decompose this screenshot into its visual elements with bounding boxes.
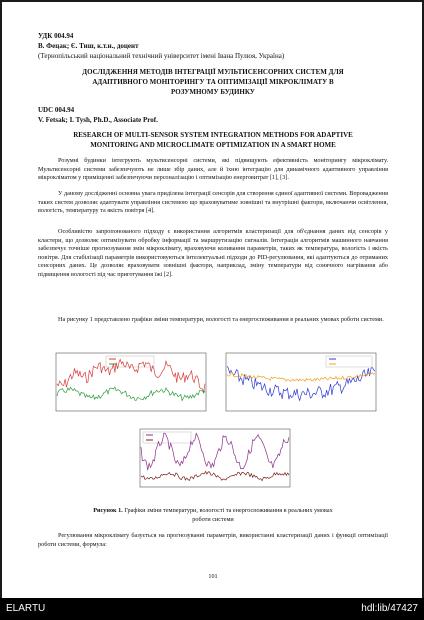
- en-title-line-1: RESEARCH OF MULTI-SENSOR SYSTEM INTEGRATION METHODS FOR ADAPTIVE: [73, 131, 353, 139]
- ua-title-line-2: АДАПТИВНОГО МОНІТОРИНГУ ТА ОПТИМІЗАЦІЇ МІКРОКЛІМАТУ В: [92, 78, 334, 86]
- figure-caption-line-2: роботи системи: [192, 516, 234, 523]
- paper-page: [2, 2, 422, 598]
- ua-title-line-3: РОЗУМНОМУ БУДИНКУ: [171, 88, 255, 96]
- paragraph-1: Розумні будинки інтегрують мультисенсорні системи, які підвищують ефективність моніторингу мікроклімату. Мультисенсорні системи забезпечують не лише збір даних, але й їхню інтеграцію для динамічного адаптивного управління мікрокліматом у приміщенні забезпечуючи персоналізацію і оптимізацію енерговитрат [1], [3].: [38, 157, 388, 182]
- footer-repository: ELARTU: [6, 603, 46, 614]
- chart-temperature: [46, 350, 211, 422]
- archive-footer: [0, 598, 424, 620]
- ua-affiliation: (Тернопільський національний технічний університет імені Івана Пулюя, Україна): [38, 52, 285, 60]
- en-authors: V. Fetsak; I. Tysh, Ph.D., Associate Prof.: [38, 116, 158, 124]
- footer-handle: hdl:lib/47427: [361, 603, 418, 614]
- page-number: 101: [208, 573, 218, 580]
- chart-legend-box: [326, 356, 372, 367]
- ua-title-line-1: ДОСЛІДЖЕННЯ МЕТОДІВ ІНТЕГРАЦІЇ МУЛЬТИСЕНСОРНИХ СИСТЕМ ДЛЯ: [82, 68, 344, 76]
- chart-humidity: [216, 350, 381, 422]
- paragraph-2: У даному дослідженні основна увага приділена інтеграції сенсорів для створення єдиної адаптивної системи. Впровадження таких систем дозволяє адаптувати управління системою що враховуватиме зовнішні та внутрішні фактори, включаючи освітлення, вологість, температуру та якість повітря [4].: [38, 190, 388, 215]
- en-udc: UDC 004.94: [38, 106, 75, 114]
- chart-energy: [130, 426, 295, 498]
- figure-caption-text: Графіки зміни температури, вологості та енергоспоживання в реальних умовах: [124, 507, 333, 514]
- closing-paragraph: Регулювання мікроклімату базується на прогнозуванні параметрів, використанні кластеризації даних і функції оптимізації роботи системи, формула:: [38, 532, 388, 548]
- ua-udc: УДК 004.94: [38, 32, 74, 40]
- figure-caption: [38, 507, 388, 515]
- ua-authors: В. Фецак; Є. Тиш, к.т.н., доцент: [38, 42, 139, 50]
- paragraph-4: На рисунку 1 представлено графіки зміни температури, вологості та енергоспоживання в реальних умовах роботи системи.: [58, 316, 384, 323]
- figure-caption-label: Рисунок 1.: [93, 507, 123, 514]
- en-title-line-2: MONITORING AND MICROCLIMATE OPTIMIZATION IN A SMART HOME: [90, 141, 336, 149]
- paragraph-3: Особливістю запропонованого підходу є використання алгоритмів кластеризації для об'єднання даних від сенсорів у кластери, що дозволяє оптимізувати обробку інформації та маршрутизацію сигналів. Інтеграція алгоритмів машинного навчання забезпечує точніше прогнозування змін мікроклімату, враховуючи коливання параметрів, таких як температура, вологість і якість повітря. Для стабілізації параметрів використовуються інтелектуальні підходи до PID-регулювання, які адаптуються до отриманих сенсорних даних. Це дозволяє враховувати зовнішні фактори, наприклад, зміну температури від сонячного нагрівання або підвищення вологості під час приготування їжі [2].: [38, 228, 388, 278]
